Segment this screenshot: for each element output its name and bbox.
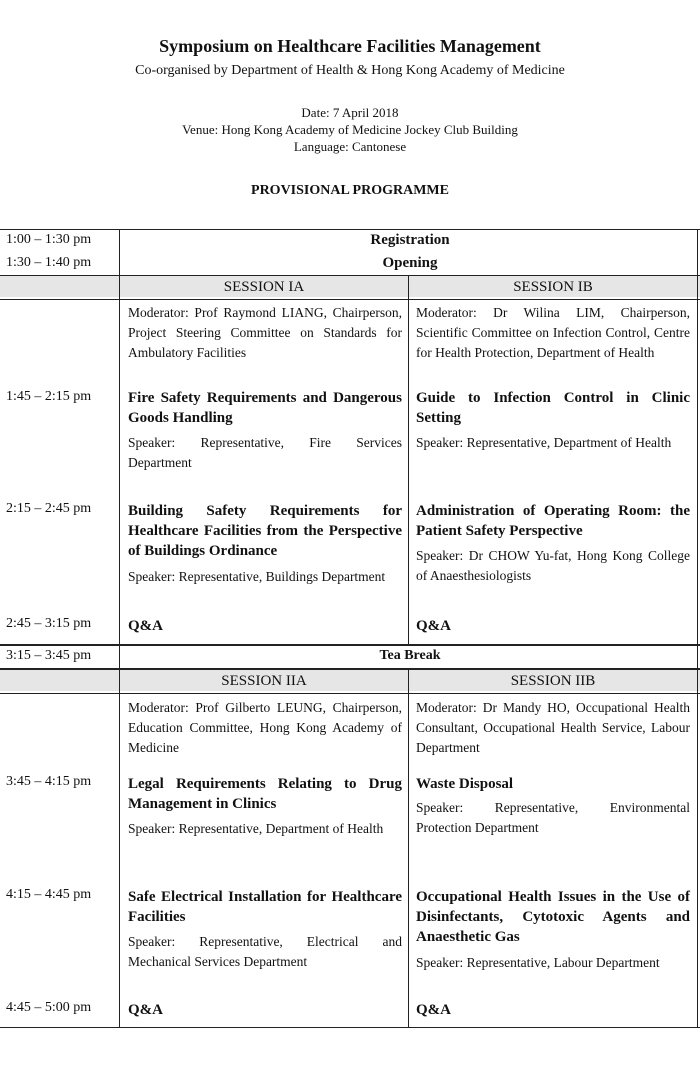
session-ib-heading: SESSION IB	[513, 279, 593, 295]
session-iib-talk1-title: Waste Disposal	[416, 776, 514, 792]
session-ib-talk2-speaker: Speaker: Dr CHOW Yu-fat, Hong Kong College of Anaesthesiologists	[416, 548, 690, 583]
session-iia-qa: Q&A	[128, 1002, 163, 1018]
session-ia-moderator: Moderator: Prof Raymond LIANG, Chairperson, Project Steering Committee on Standards for Ambulatory Facilities	[128, 305, 402, 360]
session-iia-heading: SESSION IIA	[221, 673, 307, 689]
session-iib-qa: Q&A	[416, 1002, 451, 1018]
session-iia-moderator: Moderator: Prof Gilberto LEUNG, Chairperson, Education Committee, Hong Kong Academy of Medicine	[128, 700, 402, 755]
session1-talk1-time: 1:45 – 2:15 pm	[6, 389, 92, 404]
session-iib-talk2-speaker: Speaker: Representative, Labour Department	[416, 955, 660, 970]
session1-qa-time: 2:45 – 3:15 pm	[6, 616, 92, 631]
registration-time: 1:00 – 1:30 pm	[6, 232, 92, 247]
session-iia-talk2-speaker: Speaker: Representative, Electrical and Mechanical Services Department	[128, 934, 402, 969]
event-language: Language: Cantonese	[293, 139, 407, 154]
session-iia-talk1-title: Legal Requirements Relating to Drug Management in Clinics	[128, 776, 402, 812]
session-ia-heading: SESSION IA	[223, 279, 305, 295]
tea-break-time: 3:15 – 3:45 pm	[6, 648, 92, 663]
event-date: Date: 7 April 2018	[301, 105, 399, 120]
opening-time: 1:30 – 1:40 pm	[6, 255, 92, 270]
session1-talk2-time: 2:15 – 2:45 pm	[6, 501, 92, 516]
programme-heading: PROVISIONAL PROGRAMME	[251, 183, 449, 198]
session-ia-talk2-title: Building Safety Requirements for Healthcare Facilities from the Perspective of Buildings Ordinance	[128, 503, 402, 559]
session-iib-moderator: Moderator: Dr Mandy HO, Occupational Health Consultant, Occupational Health Service, Labour Department	[416, 700, 690, 755]
session-ib-talk1-title: Guide to Infection Control in Clinic Setting	[416, 390, 690, 426]
session2-qa-time: 4:45 – 5:00 pm	[6, 1000, 92, 1015]
document-title: Symposium on Healthcare Facilities Management	[159, 36, 541, 56]
session2-talk1-time: 3:45 – 4:15 pm	[6, 774, 92, 789]
session2-talk2-time: 4:15 – 4:45 pm	[6, 887, 92, 902]
session-iib-heading: SESSION IIB	[510, 673, 596, 689]
opening-label: Opening	[382, 255, 438, 271]
session-iia-talk1-speaker: Speaker: Representative, Department of Health	[128, 821, 384, 836]
event-venue: Venue: Hong Kong Academy of Medicine Jockey Club Building	[182, 122, 518, 137]
document-subtitle: Co-organised by Department of Health & Hong Kong Academy of Medicine	[135, 63, 565, 78]
session-ia-talk1-speaker: Speaker: Representative, Fire Services Department	[128, 435, 402, 470]
session-iib-talk2-title: Occupational Health Issues in the Use of Disinfectants, Cytotoxic Agents and Anaesthetic Gas	[416, 889, 690, 945]
session-iib-talk1-speaker: Speaker: Representative, Environmental Protection Department	[416, 800, 690, 835]
session-ib-talk2-title: Administration of Operating Room: the Patient Safety Perspective	[416, 503, 690, 539]
session-ia-talk2-speaker: Speaker: Representative, Buildings Department	[128, 569, 386, 584]
session-ia-qa: Q&A	[128, 618, 163, 634]
registration-label: Registration	[370, 232, 450, 248]
session-ia-talk1-title: Fire Safety Requirements and Dangerous Goods Handling	[128, 390, 402, 426]
tea-break-label: Tea Break	[379, 648, 441, 663]
session-ib-moderator: Moderator: Dr Wilina LIM, Chairperson, Scientific Committee on Infection Control, Centre for Health Protection, Department of Health	[416, 305, 690, 360]
session-ib-qa: Q&A	[416, 618, 451, 634]
session-ib-talk1-speaker: Speaker: Representative, Department of Health	[416, 435, 672, 450]
session-iia-talk2-title: Safe Electrical Installation for Healthcare Facilities	[128, 889, 402, 925]
